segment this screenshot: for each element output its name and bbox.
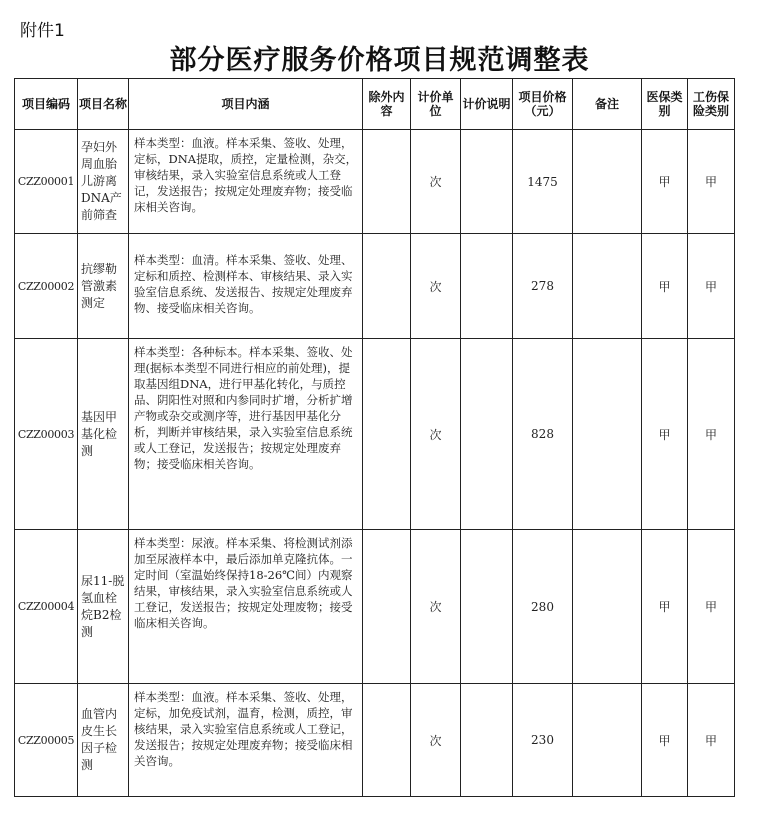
col-header-unit: 计价单位 (411, 79, 461, 130)
item-injury-insurance: 甲 (688, 684, 735, 797)
item-injury-insurance: 甲 (688, 130, 735, 234)
item-remark (573, 130, 642, 234)
item-price: 230 (513, 684, 573, 797)
item-remark (573, 339, 642, 530)
item-insurance: 甲 (642, 684, 688, 797)
document-title: 部分医疗服务价格项目规范调整表 (169, 45, 590, 76)
item-code: CZZ00002 (15, 234, 78, 339)
item-content: 样本类型：血液。样本采集、签收、处理，定标，DNA提取，质控，定量检测，杂交，审核结果，录入实验室信息系统或人工登记，发送报告；按规定处理废弃物；接受临床相关咨询。 (129, 130, 363, 234)
item-code: CZZ00004 (15, 530, 78, 684)
col-header-name: 项目名称 (78, 79, 129, 130)
col-header-content: 项目内涵 (129, 79, 363, 130)
item-name: 孕妇外周血胎儿游离DNA产前筛查 (78, 130, 129, 234)
item-pricing-note (461, 339, 513, 530)
table-row (15, 234, 735, 339)
item-remark (573, 530, 642, 684)
item-name: 尿11-脱氢血栓烷B2检测 (78, 530, 129, 684)
item-content: 样本类型：血液。样本采集、签收、处理，定标，加免疫试剂，温育，检测，质控，审核结果，录入实验室信息系统或人工登记，发送报告；按规定处理废弃物；接受临床相关咨询。 (129, 684, 363, 797)
item-code: CZZ00003 (15, 339, 78, 530)
item-excluded (363, 130, 411, 234)
col-header-insurance: 医保类别 (642, 79, 688, 130)
item-unit: 次 (411, 130, 461, 234)
item-name: 抗缪勒管激素测定 (78, 234, 129, 339)
item-insurance: 甲 (642, 130, 688, 234)
item-price: 1475 (513, 130, 573, 234)
item-code: CZZ00005 (15, 684, 78, 797)
item-price: 828 (513, 339, 573, 530)
item-code: CZZ00001 (15, 130, 78, 234)
col-header-code: 项目编码 (15, 79, 78, 130)
item-remark (573, 234, 642, 339)
item-excluded (363, 530, 411, 684)
item-injury-insurance: 甲 (688, 339, 735, 530)
item-excluded (363, 234, 411, 339)
item-unit: 次 (411, 530, 461, 684)
col-header-injury-insurance: 工伤保险类别 (688, 79, 735, 130)
item-pricing-note (461, 684, 513, 797)
col-header-pricing-note: 计价说明 (461, 79, 513, 130)
item-excluded (363, 684, 411, 797)
item-content: 样本类型：各种标本。样本采集、签收、处理(据标本类型不同进行相应的前处理)，提取基因组DNA，进行甲基化转化，与质控品、阴阳性对照和内参同时扩增，分析扩增产物或杂交或测序等，进行基因甲基化分析，判断并审核结果，录入实验室信息系统或人工登记，发送报告；按规定处理废弃物；接受临床相关咨询。 (129, 339, 363, 530)
item-insurance: 甲 (642, 234, 688, 339)
item-insurance: 甲 (642, 339, 688, 530)
item-pricing-note (461, 530, 513, 684)
item-insurance: 甲 (642, 530, 688, 684)
item-price: 280 (513, 530, 573, 684)
item-pricing-note (461, 130, 513, 234)
table-row (15, 130, 735, 234)
price-table (14, 78, 735, 797)
item-unit: 次 (411, 339, 461, 530)
item-unit: 次 (411, 234, 461, 339)
item-price: 278 (513, 234, 573, 339)
item-excluded (363, 339, 411, 530)
table-row (15, 684, 735, 797)
item-name: 血管内皮生长因子检测 (78, 684, 129, 797)
item-content: 样本类型：血清。样本采集、签收、处理、定标和质控、检测样本、审核结果、录入实验室信息系统、发送报告、按规定处理废弃物、接受临床相关咨询。 (129, 234, 363, 339)
item-content: 样本类型：尿液。样本采集、将检测试剂添加至尿液样本中，最后添加单克隆抗体。一定时间（室温始终保持18-26℃间）内观察结果，审核结果，录入实验室信息系统或人工登记，发送报告；按规定处理废物；接受临床相关咨询。 (129, 530, 363, 684)
header-row (15, 79, 735, 130)
col-header-excluded: 除外内容 (363, 79, 411, 130)
item-remark (573, 684, 642, 797)
item-name: 基因甲基化检测 (78, 339, 129, 530)
item-injury-insurance: 甲 (688, 530, 735, 684)
table-row (15, 339, 735, 530)
attachment-label: 附件1 (20, 21, 65, 41)
item-pricing-note (461, 234, 513, 339)
item-unit: 次 (411, 684, 461, 797)
col-header-price: 项目价格（元） (513, 79, 573, 130)
col-header-remark: 备注 (573, 79, 642, 130)
table-row (15, 530, 735, 684)
item-injury-insurance: 甲 (688, 234, 735, 339)
